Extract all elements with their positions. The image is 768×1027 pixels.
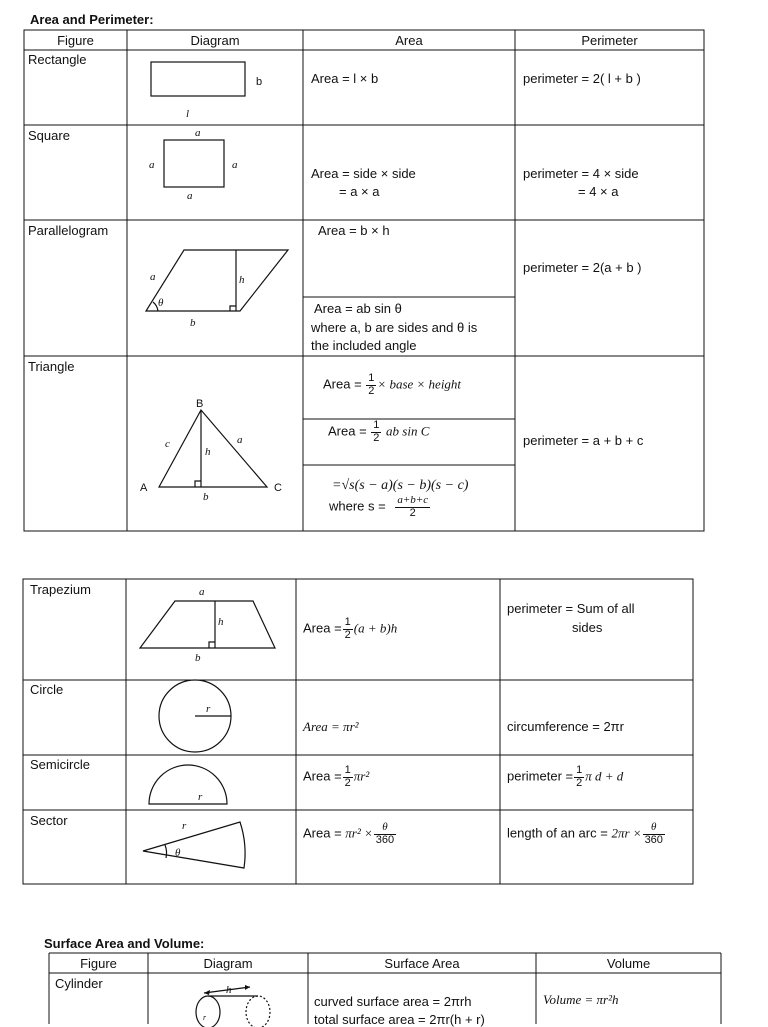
parallelogram-area-2: Area = ab sin θ: [314, 301, 402, 316]
svg-text:r: r: [198, 791, 203, 803]
header-figure-3: Figure: [80, 956, 117, 971]
figure-name-circle: Circle: [30, 682, 64, 697]
svg-text:C: C: [274, 482, 282, 494]
square-area-line1: Area = side × side: [311, 166, 416, 181]
circle-circumference: circumference = 2πr: [507, 719, 624, 734]
triangle-area-1: Area = $\frac{1}{2}$ × base × height: [323, 372, 462, 397]
svg-text:r: r: [206, 703, 211, 715]
header-area: Area: [395, 33, 423, 48]
square-perimeter-line1: perimeter = 4 × side: [523, 166, 639, 181]
svg-text:h: h: [205, 446, 211, 458]
semicircle-perimeter: perimeter = $\frac{1}{2}$ π d + d: [507, 764, 624, 789]
svg-text:h: h: [239, 274, 245, 286]
svg-text:a: a: [150, 271, 156, 283]
header-surface-area: Surface Area: [384, 956, 460, 971]
section-title-area-perimeter: Area and Perimeter:: [30, 12, 154, 27]
cylinder-total-surface-area: total surface area = 2πr(h + r): [314, 1012, 485, 1027]
parallelogram-perimeter: perimeter = 2(a + b ): [523, 260, 642, 275]
figure-name-rectangle: Rectangle: [28, 52, 87, 67]
header-volume: Volume: [606, 956, 651, 971]
svg-text:a: a: [195, 127, 201, 139]
square-perimeter-line2: = 4 × a: [578, 184, 619, 199]
trapezium-perimeter-line1: perimeter = Sum of all: [507, 601, 635, 616]
header-figure: Figure: [57, 33, 94, 48]
figure-name-sector: Sector: [30, 813, 68, 828]
svg-text:b: b: [195, 652, 201, 664]
rectangle-perimeter: perimeter = 2( l + b ): [523, 71, 641, 86]
figure-name-square: Square: [28, 128, 70, 143]
sector-area: Area = πr² × $\frac{\theta}{360}$: [303, 821, 395, 846]
header-perimeter: Perimeter: [581, 33, 638, 48]
svg-text:a: a: [199, 586, 205, 598]
cylinder-volume: Volume = πr²h: [543, 992, 619, 1007]
figure-name-triangle: Triangle: [28, 359, 75, 374]
section-title-surface-volume: Surface Area and Volume:: [44, 936, 205, 951]
trapezium-area: Area = $\frac{1}{2}$ (a + b)h: [303, 616, 398, 641]
figure-name-cylinder: Cylinder: [55, 976, 103, 991]
svg-text:b: b: [203, 491, 209, 503]
cylinder-diagram: [190, 984, 280, 1024]
parallelogram-area-note-2: the included angle: [311, 338, 417, 353]
svg-text:c: c: [165, 438, 170, 450]
svg-text:a: a: [149, 159, 155, 171]
trapezium-perimeter-line2: sides: [572, 620, 603, 635]
semicircle-area: Area = $\frac{1}{2}$ πr²: [303, 764, 370, 789]
svg-text:h: h: [218, 616, 224, 628]
triangle-perimeter: perimeter = a + b + c: [523, 433, 644, 448]
svg-text:l: l: [186, 108, 190, 120]
svg-text:a: a: [232, 159, 238, 171]
figure-name-parallelogram: Parallelogram: [28, 223, 109, 238]
svg-text:b: b: [190, 317, 196, 329]
parallelogram-area-1: Area = b × h: [318, 223, 390, 238]
square-area-line2: = a × a: [339, 184, 380, 199]
svg-text:a: a: [237, 434, 243, 446]
figure-name-semicircle: Semicircle: [30, 757, 90, 772]
sector-arc-length: length of an arc = 2πr × $\frac{\theta}{360}$: [507, 821, 663, 846]
triangle-area-3-where: where s = $\frac{a+b+c}{2}$: [329, 494, 429, 519]
svg-text:A: A: [140, 482, 148, 494]
svg-text:r: r: [182, 820, 187, 832]
svg-text:h: h: [226, 984, 232, 996]
svg-text:a: a: [187, 190, 193, 202]
header-diagram: Diagram: [190, 33, 240, 48]
cylinder-curved-surface-area: curved surface area = 2πrh: [314, 994, 472, 1009]
circle-area: Area = πr²: [303, 719, 359, 734]
svg-text:θ: θ: [175, 847, 181, 859]
svg-text:b: b: [256, 76, 263, 88]
svg-text:B: B: [196, 398, 204, 410]
svg-text:r: r: [203, 1013, 207, 1022]
parallelogram-area-note-1: where a, b are sides and θ is: [311, 320, 478, 335]
triangle-area-3-herons-formula: =√s(s − a)(s − b)(s − c): [332, 478, 469, 493]
svg-text:θ: θ: [158, 297, 164, 309]
header-diagram-3: Diagram: [203, 956, 253, 971]
figure-name-trapezium: Trapezium: [30, 582, 91, 597]
triangle-area-2: Area = $\frac{1}{2}$ ab sin C: [328, 419, 430, 444]
rectangle-area: Area = l × b: [311, 71, 379, 86]
